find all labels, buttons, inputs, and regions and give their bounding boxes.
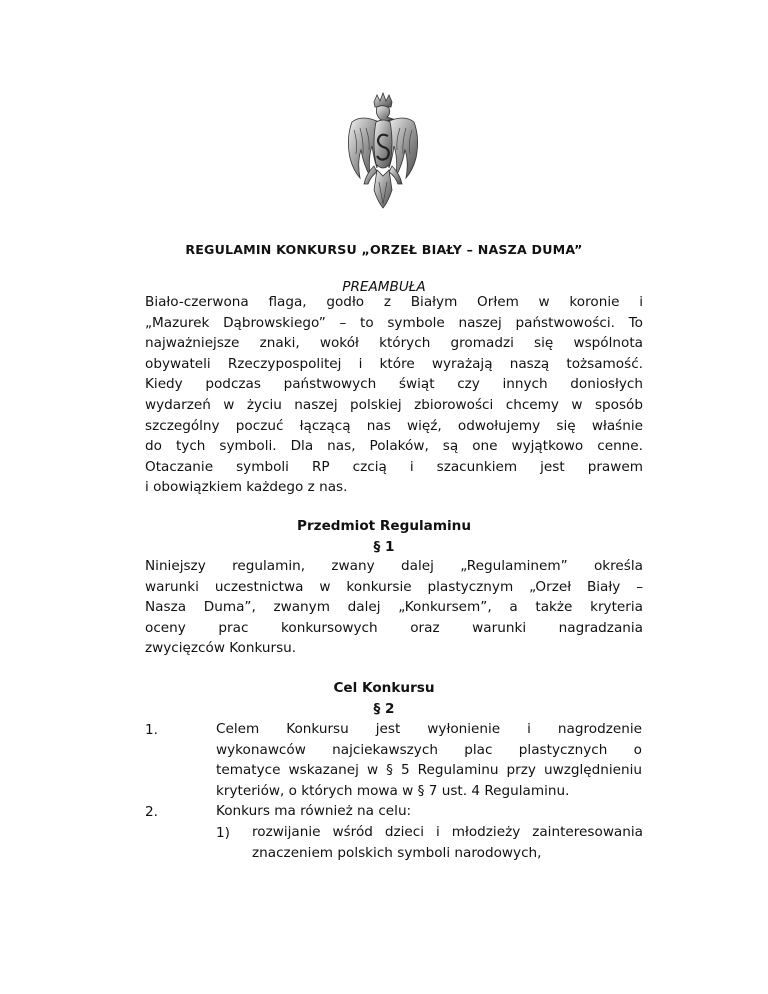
text-line: szczególny poczuć łączącą nas więź, odwołujemy się właśnie [145, 417, 643, 434]
section2-sub1 [252, 822, 643, 863]
text-line: rozwijanie wśród dzieci i młodzieży zainteresowania [252, 824, 643, 840]
text-line: najważniejsze znaki, wokół których gromadzi się wspólnota [145, 335, 643, 352]
list-number: 2. [145, 804, 158, 820]
text-line: i obowiązkiem każdego z nas. [145, 479, 348, 496]
section1-heading: Przedmiot Regulaminu [296, 518, 472, 534]
text-line: wydarzeń w życiu naszej polskiej zbiorowości chcemy w sposób [145, 396, 643, 413]
text-line: Celem Konkursu jest wyłonienie i nagrodzenie [216, 721, 642, 737]
section2-item2: Konkurs ma również na celu: [216, 803, 412, 819]
text-line: znaczeniem polskich symboli narodowych, [252, 844, 542, 861]
white-eagle-emblem-icon [344, 92, 422, 212]
text-line: kryteriów, o których mowa w § 7 ust. 4 Regulaminu. [216, 782, 570, 799]
text-line: „Mazurek Dąbrowskiego” – to symbole naszej państwowości. To [145, 314, 643, 331]
preamble-text [145, 292, 643, 498]
text-line: Otaczanie symboli RP czcią i szacunkiem jest prawem [145, 458, 643, 475]
text-line: Nasza Duma”, zwanym dalej „Konkursem”, a także kryteria [145, 599, 643, 616]
section2-paragraph-mark: § 2 [373, 701, 395, 717]
text-line: Biało-czerwona flaga, godło z Białym Orłem w koronie i [145, 294, 643, 310]
list-number: 1. [145, 722, 158, 738]
text-line: obywateli Rzeczypospolitej i które wyrażają naszą tożsamość. [145, 355, 643, 372]
text-line: Kiedy podczas państwowych świąt czy innych doniosłych [145, 376, 643, 393]
section2-item1 [216, 719, 642, 801]
text-line: tematyce wskazanej w § 5 Regulaminu przy uwzględnieniu [216, 762, 642, 779]
text-line: do tych symboli. Dla nas, Polaków, są one wyjątkowo cenne. [145, 438, 643, 455]
text-line: zwycięzców Konkursu. [145, 640, 297, 657]
section2-heading: Cel Konkursu [333, 680, 435, 696]
text-line: Niniejszy regulamin, zwany dalej „Regulaminem” określa [145, 558, 643, 574]
sublist-number: 1) [216, 825, 230, 841]
document-title: REGULAMIN KONKURSU „ORZEŁ BIAŁY – NASZA DUMA” [185, 242, 583, 257]
section1-paragraph-mark: § 1 [373, 539, 395, 555]
text-line: warunki uczestnictwa w konkursie plastycznym „Orzeł Biały – [145, 578, 643, 595]
text-line: wykonawców najciekawszych plac plastycznych o [216, 741, 642, 758]
preamble-heading: PREAMBUŁA [342, 279, 426, 295]
text-line: oceny prac konkursowych oraz warunki nagradzania [145, 619, 643, 636]
section1-text [145, 556, 643, 659]
